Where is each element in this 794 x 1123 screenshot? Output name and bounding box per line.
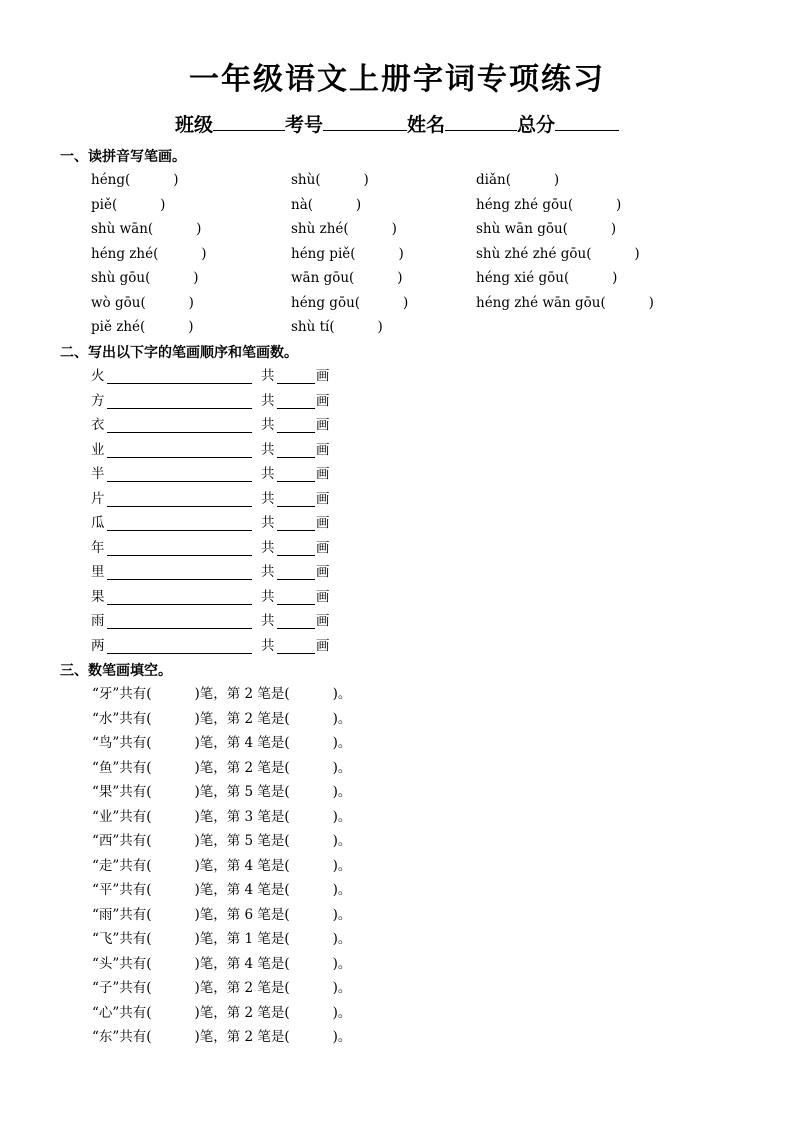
pinyin-item[interactable]: shù( ): [291, 172, 369, 188]
stroke-order-row: [0, 585, 794, 610]
stroke-order-blank[interactable]: [107, 440, 252, 458]
stroke-count-blank[interactable]: [277, 464, 315, 482]
stroke-count-item[interactable]: “西”共有( )笔，第 5 笔是( )。: [92, 833, 352, 849]
pinyin-item[interactable]: héng zhé wān gōu( ): [476, 294, 654, 311]
stroke-count-row: [0, 829, 794, 854]
stroke-order-row: [0, 609, 794, 634]
stroke-count-blank[interactable]: [277, 415, 315, 433]
stroke-count-item[interactable]: “鱼”共有( )笔，第 2 笔是( )。: [92, 759, 352, 776]
stroke-count-item[interactable]: “飞”共有( )笔，第 1 笔是( )。: [92, 931, 352, 947]
stroke-count-row: [0, 903, 794, 928]
gong-label: 共: [261, 539, 275, 556]
pinyin-row: [0, 193, 794, 218]
gong-label: 共: [261, 368, 275, 384]
stroke-count-row: [0, 976, 794, 1001]
pinyin-item[interactable]: nà( ): [291, 196, 362, 213]
hua-label: 画: [316, 613, 330, 629]
stroke-order-blank[interactable]: [107, 611, 252, 629]
exam-no-label: 考号: [284, 114, 323, 136]
total-label: 总分: [517, 114, 556, 136]
page-title: 一年级语文上册字词专项练习: [189, 62, 605, 97]
section3-title: 三、数笔画填空。: [60, 663, 172, 679]
stroke-count-row: [0, 854, 794, 879]
character: 瓜: [91, 515, 105, 531]
stroke-count-row: [0, 952, 794, 977]
gong-label: 共: [261, 466, 275, 482]
stroke-count-row: [0, 756, 794, 781]
stroke-count-row: [0, 707, 794, 732]
gong-label: 共: [261, 637, 275, 654]
stroke-order-blank[interactable]: [107, 513, 252, 531]
pinyin-row: [0, 242, 794, 267]
gong-label: 共: [261, 490, 275, 507]
stroke-order-blank[interactable]: [107, 415, 252, 433]
stroke-count-row: [0, 805, 794, 830]
stroke-count-blank[interactable]: [277, 440, 315, 458]
section2-title: 二、写出以下字的笔画顺序和笔画数。: [60, 345, 298, 361]
stroke-order-row: [0, 389, 794, 414]
stroke-order-row: [0, 511, 794, 536]
pinyin-item[interactable]: shù gōu( ): [91, 270, 199, 286]
stroke-count-blank[interactable]: [277, 538, 315, 556]
stroke-order-blank[interactable]: [107, 587, 252, 605]
stroke-order-row: [0, 560, 794, 585]
gong-label: 共: [261, 613, 275, 629]
gong-label: 共: [261, 564, 275, 580]
stroke-order-blank[interactable]: [107, 489, 252, 507]
stroke-count-item[interactable]: “平”共有( )笔，第 4 笔是( )。: [92, 882, 352, 898]
character: 两: [91, 637, 105, 654]
stroke-order-row: [0, 634, 794, 659]
stroke-order-blank[interactable]: [107, 464, 252, 482]
student-info-line: [0, 110, 794, 139]
character: 片: [91, 490, 105, 507]
hua-label: 画: [316, 588, 330, 605]
gong-label: 共: [261, 392, 275, 409]
name-label: 姓名: [407, 114, 446, 136]
pinyin-item[interactable]: wān gōu( ): [291, 270, 403, 286]
stroke-order-row: [0, 536, 794, 561]
stroke-order-row: [0, 364, 794, 389]
stroke-order-row: [0, 487, 794, 512]
gong-label: 共: [261, 515, 275, 531]
stroke-count-item[interactable]: “业”共有( )笔，第 3 笔是( )。: [92, 808, 352, 825]
stroke-count-blank[interactable]: [277, 513, 315, 531]
section1-title: 一、读拼音写笔画。: [60, 149, 186, 165]
stroke-order-blank[interactable]: [107, 366, 252, 384]
pinyin-row: [0, 266, 794, 291]
stroke-order-row: [0, 462, 794, 487]
stroke-count-row: [0, 878, 794, 903]
stroke-count-row: [0, 731, 794, 756]
character: 业: [91, 441, 105, 458]
stroke-count-item[interactable]: “子”共有( )笔，第 2 笔是( )。: [92, 980, 352, 996]
gong-label: 共: [261, 588, 275, 605]
pinyin-item[interactable]: shù tí( ): [291, 319, 383, 335]
name-blank[interactable]: [445, 110, 517, 131]
hua-label: 画: [316, 564, 330, 580]
character: 方: [91, 392, 105, 409]
stroke-count-blank[interactable]: [277, 636, 315, 654]
class-label: 班级: [174, 114, 213, 136]
pinyin-item[interactable]: diǎn( ): [476, 172, 560, 188]
pinyin-row: [0, 291, 794, 316]
stroke-count-item[interactable]: “心”共有( )笔，第 2 笔是( )。: [92, 1004, 352, 1021]
hua-label: 画: [316, 466, 330, 482]
gong-label: 共: [261, 417, 275, 433]
hua-label: 画: [316, 392, 330, 409]
stroke-count-item[interactable]: “头”共有( )笔，第 4 笔是( )。: [92, 955, 352, 972]
stroke-order-row: [0, 438, 794, 463]
hua-label: 画: [316, 515, 330, 531]
hua-label: 画: [316, 539, 330, 556]
pinyin-row: [0, 217, 794, 242]
hua-label: 画: [316, 637, 330, 654]
stroke-count-item[interactable]: “东”共有( )笔，第 2 笔是( )。: [92, 1029, 352, 1045]
character: 年: [91, 539, 105, 556]
stroke-count-row: [0, 1025, 794, 1050]
hua-label: 画: [316, 417, 330, 433]
stroke-count-blank[interactable]: [277, 366, 315, 384]
character: 雨: [91, 613, 105, 629]
stroke-count-row: [0, 1001, 794, 1026]
total-blank[interactable]: [555, 110, 619, 131]
pinyin-item[interactable]: héng zhé gōu( ): [476, 196, 622, 213]
stroke-count-item[interactable]: “雨”共有( )笔，第 6 笔是( )。: [92, 906, 352, 923]
stroke-count-blank[interactable]: [277, 562, 315, 580]
exam-no-blank[interactable]: [323, 110, 407, 131]
hua-label: 画: [316, 441, 330, 458]
pinyin-item[interactable]: shù zhé zhé gōu( ): [476, 245, 640, 262]
class-blank[interactable]: [213, 110, 285, 131]
pinyin-item[interactable]: héng zhé( ): [91, 245, 207, 262]
pinyin-row: [0, 315, 794, 340]
stroke-count-blank[interactable]: [277, 611, 315, 629]
character: 衣: [91, 417, 105, 433]
stroke-count-blank[interactable]: [277, 489, 315, 507]
character: 里: [91, 564, 105, 580]
pinyin-item[interactable]: shù wān( ): [91, 221, 202, 237]
character: 火: [91, 368, 105, 384]
pinyin-item[interactable]: shù wān gōu( ): [476, 221, 617, 237]
pinyin-item[interactable]: héng gōu( ): [291, 294, 409, 311]
character: 半: [91, 466, 105, 482]
pinyin-row: [0, 168, 794, 193]
stroke-count-row: [0, 682, 794, 707]
pinyin-item[interactable]: piě zhé( ): [91, 319, 194, 335]
pinyin-item[interactable]: héng xié gōu( ): [476, 270, 618, 286]
pinyin-item[interactable]: wò gōu( ): [91, 294, 194, 311]
hua-label: 画: [316, 490, 330, 507]
stroke-count-item[interactable]: “牙”共有( )笔，第 2 笔是( )。: [92, 686, 352, 702]
stroke-order-blank[interactable]: [107, 562, 252, 580]
stroke-count-row: [0, 927, 794, 952]
stroke-count-row: [0, 780, 794, 805]
stroke-order-blank[interactable]: [107, 538, 252, 556]
stroke-count-item[interactable]: “水”共有( )笔，第 2 笔是( )。: [92, 710, 352, 727]
stroke-count-blank[interactable]: [277, 391, 315, 409]
stroke-order-blank[interactable]: [107, 391, 252, 409]
stroke-count-item[interactable]: “鸟”共有( )笔，第 4 笔是( )。: [92, 735, 352, 751]
stroke-count-item[interactable]: “走”共有( )笔，第 4 笔是( )。: [92, 857, 352, 874]
character: 果: [91, 588, 105, 605]
stroke-order-row: [0, 413, 794, 438]
pinyin-item[interactable]: héng piě( ): [291, 245, 404, 262]
pinyin-item[interactable]: héng( ): [91, 172, 179, 188]
stroke-count-item[interactable]: “果”共有( )笔，第 5 笔是( )。: [92, 784, 352, 800]
stroke-order-blank[interactable]: [107, 636, 252, 654]
gong-label: 共: [261, 441, 275, 458]
hua-label: 画: [316, 368, 330, 384]
stroke-count-blank[interactable]: [277, 587, 315, 605]
pinyin-item[interactable]: shù zhé( ): [291, 221, 397, 237]
pinyin-item[interactable]: piě( ): [91, 196, 166, 213]
